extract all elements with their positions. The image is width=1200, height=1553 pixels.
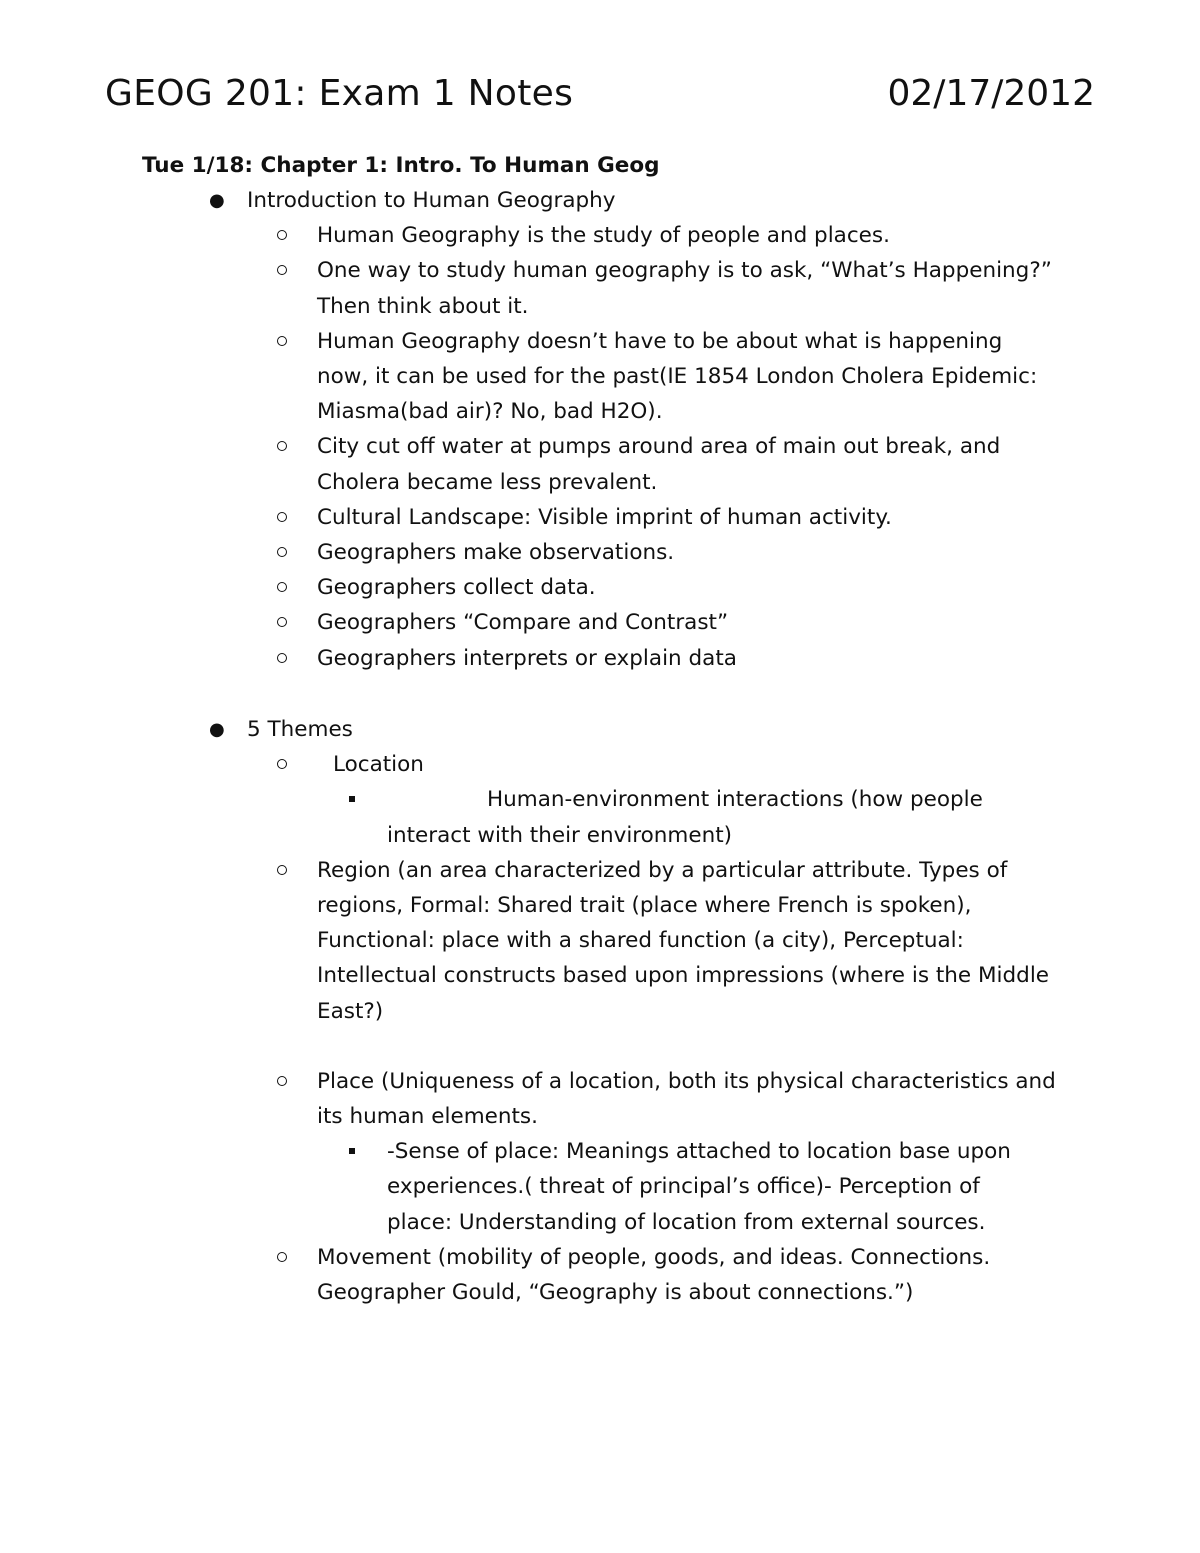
list-item-text: Cultural Landscape: Visible imprint of human activity. xyxy=(317,504,892,530)
circle-bullet-icon xyxy=(277,865,287,875)
list-item xyxy=(275,429,1057,499)
list-item-text: City cut off water at pumps around area of main out break, and Cholera became less prevalent. xyxy=(317,434,1001,495)
themes-label: 5 Themes xyxy=(247,717,353,742)
circle-bullet-icon xyxy=(277,547,287,557)
theme-place-text: Place (Uniqueness of a location, both its physical characteristics and its human elements. xyxy=(317,1068,1056,1130)
document-title: GEOG 201: Exam 1 Notes xyxy=(105,73,574,114)
list-item xyxy=(275,535,1057,570)
section-heading: Tue 1/18: Chapter 1: Intro. To Human Geog xyxy=(142,153,660,178)
themes-list xyxy=(205,712,1105,1310)
themes-points xyxy=(275,747,1105,1310)
circle-bullet-icon xyxy=(277,265,287,275)
list-item-text: Geographers collect data. xyxy=(317,575,596,601)
list-item-text: Geographers interprets or explain data xyxy=(317,645,737,671)
circle-bullet-icon xyxy=(277,759,287,769)
theme-place xyxy=(275,1064,1057,1240)
bullet-icon: ● xyxy=(209,190,225,211)
list-item xyxy=(275,570,1057,605)
location-sublist xyxy=(345,782,1057,852)
list-item xyxy=(275,324,1057,430)
list-item xyxy=(275,500,1057,535)
intro-label: Introduction to Human Geography xyxy=(247,188,616,213)
list-item xyxy=(275,605,1057,640)
list-item xyxy=(345,1134,1027,1240)
list-item-text: One way to study human geography is to ask, “What’s Happening?” Then think about it. xyxy=(317,258,1052,319)
list-item-text: -Sense of place: Meanings attached to location base upon experiences.( threat of principal’s office)- Perception of place: Understanding of location from external sources. xyxy=(387,1139,1011,1235)
circle-bullet-icon xyxy=(277,441,287,451)
square-bullet-icon xyxy=(349,796,355,802)
circle-bullet-icon xyxy=(277,230,287,240)
circle-bullet-icon xyxy=(277,336,287,346)
list-item-text: Geographers “Compare and Contrast” xyxy=(317,610,729,636)
theme-location-label: Location xyxy=(333,752,424,778)
theme-movement xyxy=(275,1240,1057,1310)
themes-bullet xyxy=(205,712,1105,1310)
square-bullet-icon xyxy=(349,1148,355,1154)
document-date: 02/17/2012 xyxy=(887,73,1095,114)
theme-movement-text: Movement (mobility of people, goods, and ideas. Connections. Geographer Gould, “Geography is about connections.”) xyxy=(317,1244,991,1306)
list-item xyxy=(345,782,1027,852)
list-item xyxy=(275,641,1057,676)
circle-bullet-icon xyxy=(277,1076,287,1086)
place-sublist xyxy=(345,1134,1057,1240)
list-item-text: Human-environment interactions (how people interact with their environment) xyxy=(387,787,983,848)
theme-region xyxy=(275,853,1057,1029)
document-header xyxy=(105,70,1095,120)
circle-bullet-icon xyxy=(277,512,287,522)
theme-region-text: Region (an area characterized by a particular attribute. Types of regions, Formal: Shared trait (place where French is spoken), Functional: place with a shared function (a city), Perceptual: Intellectual constructs based upon impressions (where is the Middle East?) xyxy=(317,857,1050,1024)
list-item xyxy=(275,253,1057,323)
intro-list xyxy=(205,183,1105,676)
list-item xyxy=(275,218,1057,253)
spacer xyxy=(275,1029,1105,1064)
intro-points xyxy=(275,218,1105,676)
circle-bullet-icon xyxy=(277,653,287,663)
bullet-icon: ● xyxy=(209,719,225,740)
theme-location xyxy=(275,747,1057,853)
list-item-text: Geographers make observations. xyxy=(317,540,675,566)
circle-bullet-icon xyxy=(277,617,287,627)
circle-bullet-icon xyxy=(277,582,287,592)
intro-bullet xyxy=(205,183,1105,676)
circle-bullet-icon xyxy=(277,1252,287,1262)
list-item-text: Human Geography is the study of people and places. xyxy=(317,223,890,249)
list-item-text: Human Geography doesn’t have to be about what is happening now, it can be used for the past(IE 1854 London Cholera Epidemic: Miasma(bad air)? No, bad H2O). xyxy=(317,328,1038,425)
